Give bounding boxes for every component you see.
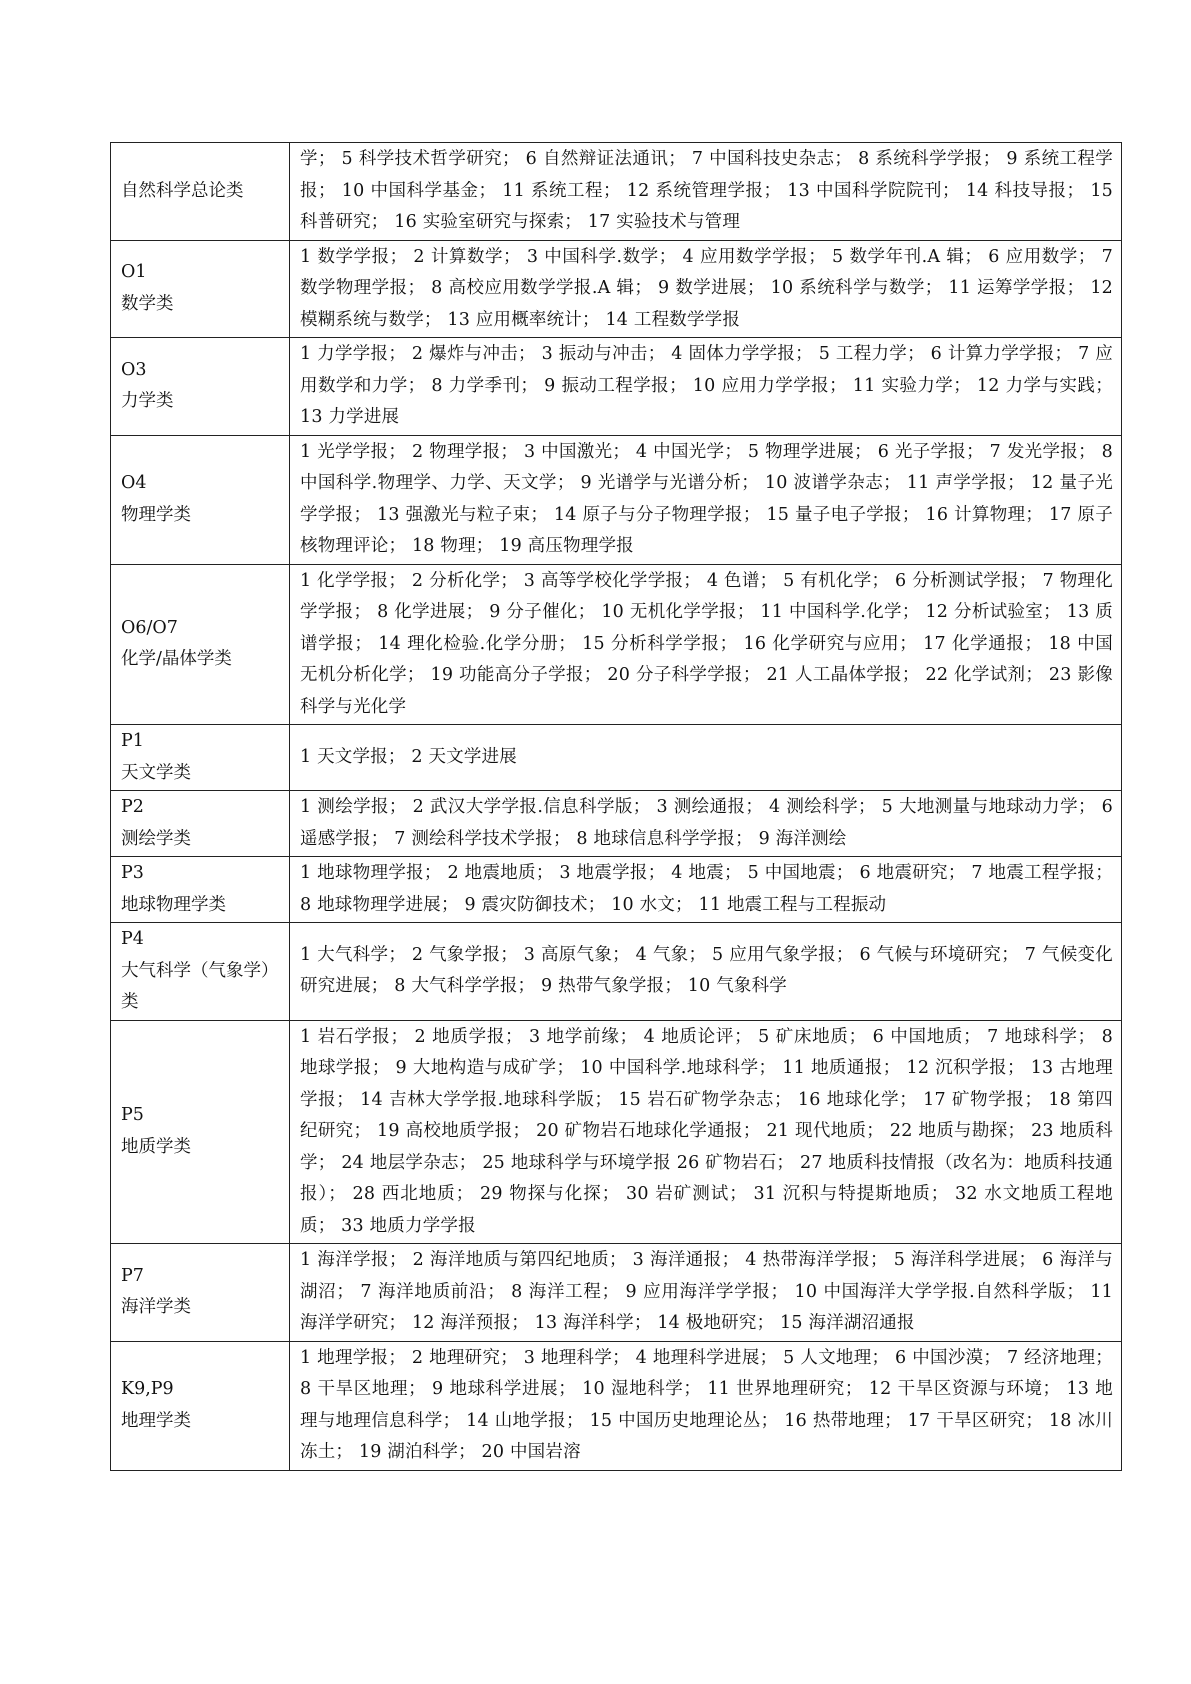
table-row: [111, 857, 1122, 923]
category-name: 地理学类: [121, 1410, 191, 1431]
category-cell: [111, 240, 290, 338]
journal-list-cell: 1 地理学报； 2 地理研究； 3 地理科学； 4 地理科学进展； 5 人文地理； 6 中国沙漠； 7 经济地理； 8 干旱区地理； 9 地球科学进展； 10 湿地科学； 11 世界地理研究； 12 干旱区资源与环境； 13 地理与地理信息科学； 14 山地学报； 15 中国历史地理论丛； 16 热带地理； 17 干旱区研究； 18 冰川冻土； 19 湖泊科学； 20 中国岩溶: [290, 1341, 1122, 1470]
category-name: 化学/晶体学类: [121, 649, 232, 670]
category-code: P1: [121, 731, 144, 751]
category-cell: [111, 923, 290, 1021]
table-row: [111, 725, 1122, 791]
journal-list-cell: 1 光学学报； 2 物理学报； 3 中国激光； 4 中国光学； 5 物理学进展； 6 光子学报； 7 发光学报； 8 中国科学.物理学、力学、天文学； 9 光谱学与光谱分析； 10 波谱学杂志； 11 声学学报； 12 量子光学学报； 13 强激光与粒子束； 14 原子与分子物理学报； 15 量子电子学报； 16 计算物理； 17 原子核物理评论； 18 物理； 19 高压物理学报: [290, 435, 1122, 564]
category-name: 大气科学（气象学）类: [121, 960, 279, 1012]
table-row: [111, 791, 1122, 857]
category-cell: [111, 857, 290, 923]
journal-list-cell: 1 大气科学； 2 气象学报； 3 高原气象； 4 气象； 5 应用气象学报； 6 气候与环境研究； 7 气候变化研究进展； 8 大气科学学报； 9 热带气象学报； 10 气象科学: [290, 923, 1122, 1021]
category-cell: [111, 725, 290, 791]
category-code: K9,P9: [121, 1379, 174, 1399]
category-name: 天文学类: [121, 762, 191, 783]
category-code: P7: [121, 1265, 144, 1286]
category-cell: [111, 1020, 290, 1244]
table-row: [111, 1020, 1122, 1244]
category-cell: [111, 1244, 290, 1342]
category-code: P3: [121, 863, 144, 883]
category-name: 物理学类: [121, 504, 191, 525]
table-row: [111, 143, 1122, 241]
journal-catalog-table: [110, 142, 1122, 1471]
journal-list-cell: 1 力学学报； 2 爆炸与冲击； 3 振动与冲击； 4 固体力学学报； 5 工程力学； 6 计算力学学报； 7 应用数学和力学； 8 力学季刊； 9 振动工程学报； 10 应用力学学报； 11 实验力学； 12 力学与实践； 13 力学进展: [290, 338, 1122, 436]
table-row: [111, 564, 1122, 725]
category-cell: [111, 791, 290, 857]
category-cell: [111, 435, 290, 564]
table-row: [111, 338, 1122, 436]
category-name: 地质学类: [121, 1136, 191, 1157]
category-code: O1: [121, 262, 147, 283]
category-code: P5: [121, 1105, 144, 1126]
journal-list-cell: 1 数学学报； 2 计算数学； 3 中国科学.数学； 4 应用数学学报； 5 数学年刊.A 辑； 6 应用数学； 7 数学物理学报； 8 高校应用数学学报.A 辑； 9 数学进展； 10 系统科学与数学； 11 运筹学学报； 12 模糊系统与数学； 13 应用概率统计； 14 工程数学学报: [290, 240, 1122, 338]
document-page: [110, 142, 1122, 1471]
journal-list-cell: 1 天文学报； 2 天文学进展: [290, 725, 1122, 791]
category-name: 力学类: [121, 391, 174, 412]
table-row: [111, 240, 1122, 338]
category-name: 测绘学类: [121, 828, 191, 849]
category-cell: [111, 1341, 290, 1470]
table-row: [111, 923, 1122, 1021]
journal-list-cell: 1 岩石学报； 2 地质学报； 3 地学前缘； 4 地质论评； 5 矿床地质； 6 中国地质； 7 地球科学； 8 地球学报； 9 大地构造与成矿学； 10 中国科学.地球科学； 11 地质通报； 12 沉积学报； 13 古地理学报； 14 吉林大学学报.地球科学版； 15 岩石矿物学杂志； 16 地球化学； 17 矿物学报； 18 第四纪研究； 19 高校地质学报； 20 矿物岩石地球化学通报； 21 现代地质； 22 地质与勘探； 23 地质科学； 24 地层学杂志； 25 地球科学与环境学报 26 矿物岩石； 27 地质科技情报（改名为：地质科技通报）； 28 西北地质； 29 物探与化探； 30 岩矿测试； 31 沉积与特提斯地质； 32 水文地质工程地质； 33 地质力学学报: [290, 1020, 1122, 1244]
journal-list-cell: 1 测绘学报； 2 武汉大学学报.信息科学版； 3 测绘通报； 4 测绘科学； 5 大地测量与地球动力学； 6 遥感学报； 7 测绘科学技术学报； 8 地球信息科学学报； 9 海洋测绘: [290, 791, 1122, 857]
category-code: O6/O7: [121, 617, 178, 638]
category-name: 自然科学总论类: [121, 180, 244, 201]
category-name: 地球物理学类: [121, 894, 226, 915]
table-row: [111, 435, 1122, 564]
category-name: 数学类: [121, 293, 174, 314]
category-code: P4: [121, 929, 144, 949]
journal-list-cell: 学； 5 科学技术哲学研究； 6 自然辩证法通讯； 7 中国科技史杂志； 8 系统科学学报； 9 系统工程学报； 10 中国科学基金； 11 系统工程； 12 系统管理学报； 13 中国科学院院刊； 14 科技导报； 15 科普研究； 16 实验室研究与探索； 17 实验技术与管理: [290, 143, 1122, 241]
table-row: [111, 1341, 1122, 1470]
journal-list-cell: 1 化学学报； 2 分析化学； 3 高等学校化学学报； 4 色谱； 5 有机化学； 6 分析测试学报； 7 物理化学学报； 8 化学进展； 9 分子催化； 10 无机化学学报； 11 中国科学.化学； 12 分析试验室； 13 质谱学报； 14 理化检验.化学分册； 15 分析科学学报； 16 化学研究与应用； 17 化学通报； 18 中国无机分析化学； 19 功能高分子学报； 20 分子科学学报； 21 人工晶体学报； 22 化学试剂； 23 影像科学与光化学: [290, 564, 1122, 725]
journal-list-cell: 1 海洋学报； 2 海洋地质与第四纪地质； 3 海洋通报； 4 热带海洋学报； 5 海洋科学进展； 6 海洋与湖沼； 7 海洋地质前沿； 8 海洋工程； 9 应用海洋学学报； 10 中国海洋大学学报.自然科学版； 11 海洋学研究； 12 海洋预报； 13 海洋科学； 14 极地研究； 15 海洋湖沼通报: [290, 1244, 1122, 1342]
category-cell: [111, 338, 290, 436]
category-code: O4: [121, 473, 147, 493]
journal-list-cell: 1 地球物理学报； 2 地震地质； 3 地震学报； 4 地震； 5 中国地震； 6 地震研究； 7 地震工程学报； 8 地球物理学进展； 9 震灾防御技术； 10 水文； 11 地震工程与工程振动: [290, 857, 1122, 923]
category-cell: [111, 564, 290, 725]
category-cell: [111, 143, 290, 241]
category-name: 海洋学类: [121, 1297, 191, 1318]
category-code: P2: [121, 797, 144, 817]
table-row: [111, 1244, 1122, 1342]
category-code: O3: [121, 359, 147, 380]
